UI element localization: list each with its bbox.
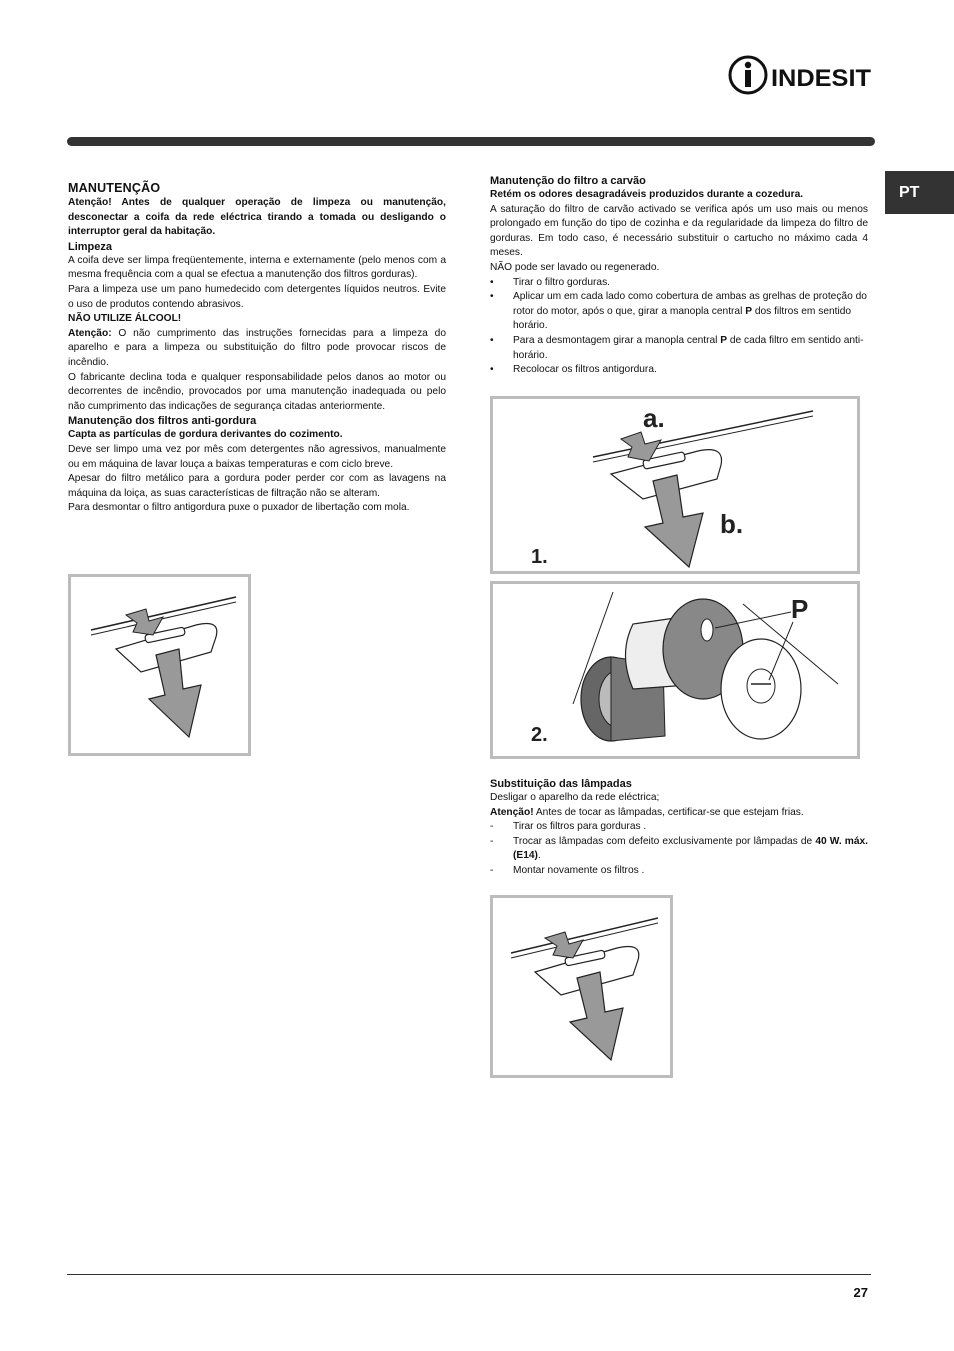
bullet-marker: • <box>490 291 494 303</box>
carbon-filter-text-1: A saturação do filtro de carvão activado se verifica após um uso mais ou menos prolongado em função do tipo de cozinha e da regularidade da limpeza do filtro de gorduras. Em todo caso, é necessário substituir o cartucho no máximo cada 4 meses. <box>490 203 868 259</box>
carbon-filter-figure-2 <box>490 581 860 759</box>
grease-filter-text-1: Deve ser limpo uma vez por mês com detergentes não agressivos, manualmente ou em máquina de lavar louça a baixas temperaturas e com ciclo breve. <box>68 443 446 470</box>
safety-warning: Atenção! Antes de qualquer operação de limpeza ou manutenção, desconectar a coifa da rede eléctrica tirando a tomada ou desligando o interruptor geral da habitação. <box>68 197 446 238</box>
lamp-spec: 40 W. máx. (E14) <box>513 835 868 862</box>
list-item <box>490 290 868 334</box>
attention-text: Antes de tocar as lâmpadas, certificar-se que estejam frias. <box>533 806 804 818</box>
left-column <box>68 181 446 516</box>
bullet-marker: • <box>490 276 494 288</box>
dash-marker: - <box>490 864 494 876</box>
dash-marker: - <box>490 835 494 847</box>
list-item <box>490 864 868 879</box>
lamp-filter-illustration <box>493 898 670 1075</box>
carbon-filter-subtitle: Retém os odores desagradáveis produzidos durante a cozedura. <box>490 189 804 200</box>
brand-name: INDESIT <box>771 65 872 92</box>
step-text: . <box>537 850 541 862</box>
knob-letter: P <box>720 334 728 346</box>
lamps-attention <box>490 806 868 821</box>
grease-filter-text-3: Para desmontar o filtro antigordura puxe o puxador de libertação com mola. <box>68 502 410 514</box>
attention-text: O não cumprimento das instruções fornecidas para a limpeza do aparelho e para a limpeza ou substituição do filtro pode provocar riscos de incêndio. <box>68 327 446 368</box>
list-item <box>490 334 868 363</box>
carbon-filter-illustration <box>493 584 857 756</box>
header-rule <box>67 137 875 146</box>
list-item <box>490 276 868 291</box>
bullet-marker: • <box>490 364 494 376</box>
grease-filter-heading: Manutenção dos filtros anti-gordura <box>68 415 257 428</box>
step-text: Aplicar um em cada lado como cobertura de ambas as grelhas de proteção do rotor do motor, após o que, girar a manopla central <box>513 291 867 317</box>
step-text: Tirar os filtros para gorduras . <box>513 821 647 833</box>
attention-label: Atenção: <box>68 327 112 339</box>
figure-number-1: 1. <box>531 546 548 568</box>
lamp-filter-figure <box>490 895 673 1078</box>
carbon-filter-heading: Manutenção do filtro a carvão <box>490 175 646 187</box>
lamps-steps <box>490 820 868 878</box>
no-alcohol-warning: NÃO UTILIZE ÁLCOOL! <box>68 313 182 325</box>
step-text: Tirar o filtro gorduras. <box>513 276 610 288</box>
carbon-filter-section <box>490 174 868 378</box>
indesit-logo <box>728 54 873 96</box>
lamps-section <box>490 777 868 879</box>
figure-label-p: P <box>791 594 809 624</box>
step-text: Trocar as lâmpadas com defeito exclusivamente por lâmpadas de <box>513 835 816 847</box>
carbon-filter-steps <box>490 276 868 378</box>
carbon-filter-figure-1 <box>490 396 860 574</box>
cleaning-attention <box>68 327 446 371</box>
cleaning-text-1: A coifa deve ser limpa freqüentemente, interna e externamente (pelo menos com a mesma frequência com a qual se efectua a manutenção dos filtros gorduras). <box>68 254 446 281</box>
step-text: Recolocar os filtros antigordura. <box>513 364 657 376</box>
lamps-text-1: Desligar o aparelho da rede eléctrica; <box>490 792 660 803</box>
lamps-heading: Substituição das lâmpadas <box>490 778 632 790</box>
list-item <box>490 835 868 864</box>
figure-label-a: a. <box>643 403 665 433</box>
dash-marker: - <box>490 821 494 833</box>
step-text: Montar novamente os filtros . <box>513 864 645 876</box>
filter-removal-illustration <box>493 399 857 571</box>
cleaning-text-3: O fabricante declina toda e qualquer responsabilidade pelos danos ao motor ou decorrentes de incêndio, provocados por uma manutenção inadequada ou pelo não cumprimento das indicações de segurança citadas anteriormente. <box>68 371 446 412</box>
figure-number-2: 2. <box>531 724 548 746</box>
list-item <box>490 363 868 378</box>
grease-filter-subtitle: Capta as partículas de gordura derivantes do cozimento. <box>68 429 343 441</box>
language-tab: PT <box>885 171 954 214</box>
step-text: dos filtros em sentido horário. <box>513 305 852 332</box>
footer-rule <box>67 1274 871 1275</box>
knob-letter: P <box>745 305 752 317</box>
bullet-marker: • <box>490 334 494 346</box>
step-text: de cada filtro em sentido anti-horário. <box>513 334 864 361</box>
figure-label-b: b. <box>720 509 744 539</box>
grease-filter-illustration <box>71 577 248 753</box>
list-item <box>490 820 868 835</box>
section-title: MANUTENÇÃO <box>68 181 161 195</box>
cleaning-heading: Limpeza <box>68 240 113 253</box>
grease-filter-text-2: Apesar do filtro metálico para a gordura poder perder cor com as lavagens na máquina da loiça, as suas características de filtração não se alteram. <box>68 473 446 499</box>
grease-filter-figure <box>68 574 251 756</box>
carbon-filter-text-2: NÃO pode ser lavado ou regenerado. <box>490 261 660 273</box>
page-number: 27 <box>853 1285 868 1300</box>
cleaning-text-2: Para a limpeza use um pano humedecido com detergentes líquidos neutros. Evite o uso de produtos contendo abrasivos. <box>68 283 446 310</box>
attention-label: Atenção! <box>490 806 534 818</box>
step-text: Para a desmontagem girar a manopla central <box>513 334 721 346</box>
